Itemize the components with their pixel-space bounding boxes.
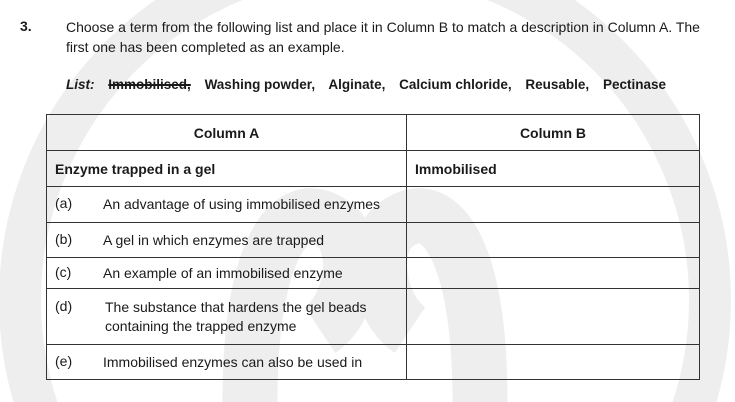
row-description: An example of an immobilised enzyme <box>103 264 343 281</box>
row-letter: (d) <box>55 297 73 314</box>
question-number: 3. <box>20 18 32 34</box>
column-a-cell <box>47 187 407 223</box>
term-item: Pectinase <box>602 77 666 92</box>
table-row <box>47 289 700 345</box>
column-b-header: Column B <box>407 115 700 151</box>
answer-cell[interactable] <box>407 345 700 380</box>
answer-cell[interactable] <box>407 223 700 258</box>
term-item: Alginate, <box>328 77 386 92</box>
term-list <box>66 77 676 92</box>
answer-cell[interactable] <box>407 289 700 345</box>
column-a-cell <box>47 345 407 380</box>
column-a-cell <box>47 223 407 258</box>
term-item: Immobilised, <box>108 77 191 92</box>
row-description: The substance that hardens the gel beads containing the trapped enzyme <box>105 298 367 334</box>
column-a-cell <box>47 289 407 345</box>
row-description: A gel in which enzymes are trapped <box>103 231 325 248</box>
table-row <box>47 258 700 289</box>
row-letter: (b) <box>55 230 73 247</box>
row-letter: (a) <box>55 195 73 211</box>
table-header-row <box>47 115 700 151</box>
column-a-header: Column A <box>47 115 407 151</box>
answer-cell[interactable] <box>407 187 700 223</box>
column-a-cell <box>47 258 407 289</box>
example-answer: Immobilised <box>407 151 700 187</box>
row-letter: (c) <box>55 263 72 280</box>
row-letter: (e) <box>55 352 73 369</box>
table-row <box>47 187 700 223</box>
question-instruction: Choose a term from the following list and place it in Column B to match a description in Column A. The first one has been completed as an example. <box>66 19 700 55</box>
example-row <box>47 151 700 187</box>
row-description: Immobilised enzymes can also be used in <box>103 353 363 370</box>
term-list-label: List: <box>66 77 95 92</box>
table-row <box>47 223 700 258</box>
table-row <box>47 345 700 380</box>
row-description: An advantage of using immobilised enzymes <box>103 196 381 212</box>
term-item: Calcium chloride, <box>399 77 512 92</box>
term-item: Reusable, <box>525 77 590 92</box>
matching-table <box>46 114 700 380</box>
answer-cell[interactable] <box>407 258 700 289</box>
term-item: Washing powder, <box>204 77 316 92</box>
example-description: Enzyme trapped in a gel <box>47 151 407 187</box>
